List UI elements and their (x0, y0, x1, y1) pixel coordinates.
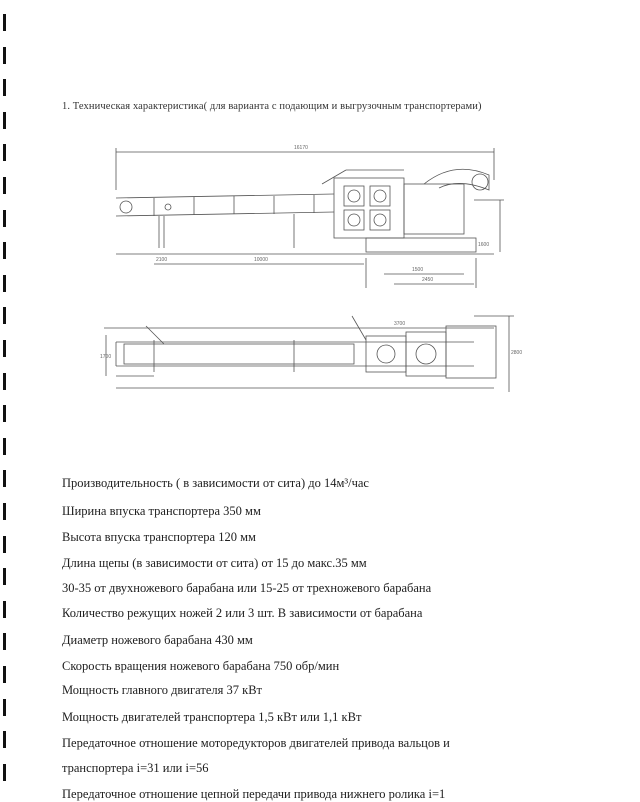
spec-line: Производительность ( в зависимости от сита) до 14м³/час (62, 476, 369, 490)
binding-mark (3, 79, 6, 96)
binding-mark (3, 112, 6, 129)
spec-line: Скорость вращения ножевого барабана 750 обр/мин (62, 659, 340, 673)
spec-line: транспортера i=31 или i=56 (62, 761, 209, 775)
binding-mark (3, 666, 6, 683)
dim-label: 1500 (412, 267, 424, 273)
binding-mark (3, 373, 6, 390)
binding-mark (3, 242, 6, 259)
binding-mark (3, 47, 6, 64)
binding-mark (3, 470, 6, 487)
binding-mark (3, 568, 6, 585)
binding-mark (3, 340, 6, 357)
binding-mark (3, 764, 6, 781)
spec-line: Мощность двигателей транспортера 1,5 кВт или 1,1 кВт (62, 710, 362, 724)
binding-mark (3, 633, 6, 650)
section-heading: 1. Техническая характеристика( для варианта с подающим и выгрузочным транспортерами) (62, 101, 482, 112)
dim-label: 1700 (100, 354, 112, 360)
spec-line: Диаметр ножевого барабана 430 мм (62, 633, 253, 647)
binding-mark (3, 210, 6, 227)
spec-line: Количество режущих ножей 2 или 3 шт. В зависимости от барабана (62, 606, 423, 620)
binding-mark (3, 307, 6, 324)
binding-mark (3, 14, 6, 31)
spec-line: Ширина впуска транспортера 350 мм (62, 504, 261, 518)
spec-line: Длина щепы (в зависимости от сита) от 15 до макс.35 мм (62, 556, 367, 570)
binding-mark (3, 601, 6, 618)
binding-marks (0, 0, 12, 801)
binding-mark (3, 144, 6, 161)
binding-mark (3, 177, 6, 194)
dim-label: 3700 (394, 321, 406, 327)
spec-line: Передаточное отношение цепной передачи привода нижнего ролика i=1 (62, 787, 446, 801)
dim-label: 2450 (422, 277, 434, 283)
dim-label: 2100 (156, 257, 168, 263)
spec-line: 30-35 от двухножевого барабана или 15-25 от трехножевого барабана (62, 581, 432, 595)
technical-drawing (94, 130, 534, 420)
binding-mark (3, 699, 6, 716)
binding-mark (3, 275, 6, 292)
binding-mark (3, 405, 6, 422)
dim-label: 1600 (478, 242, 490, 248)
dim-label: 16170 (294, 145, 308, 151)
spec-line: Мощность главного двигателя 37 кВт (62, 683, 262, 697)
dim-label: 10000 (254, 257, 268, 263)
binding-mark (3, 731, 6, 748)
binding-mark (3, 536, 6, 553)
dim-label: 2800 (511, 350, 523, 356)
spec-line: Передаточное отношение моторедукторов двигателей привода вальцов и (62, 736, 450, 750)
spec-line: Высота впуска транспортера 120 мм (62, 530, 256, 544)
binding-mark (3, 438, 6, 455)
binding-mark (3, 503, 6, 520)
